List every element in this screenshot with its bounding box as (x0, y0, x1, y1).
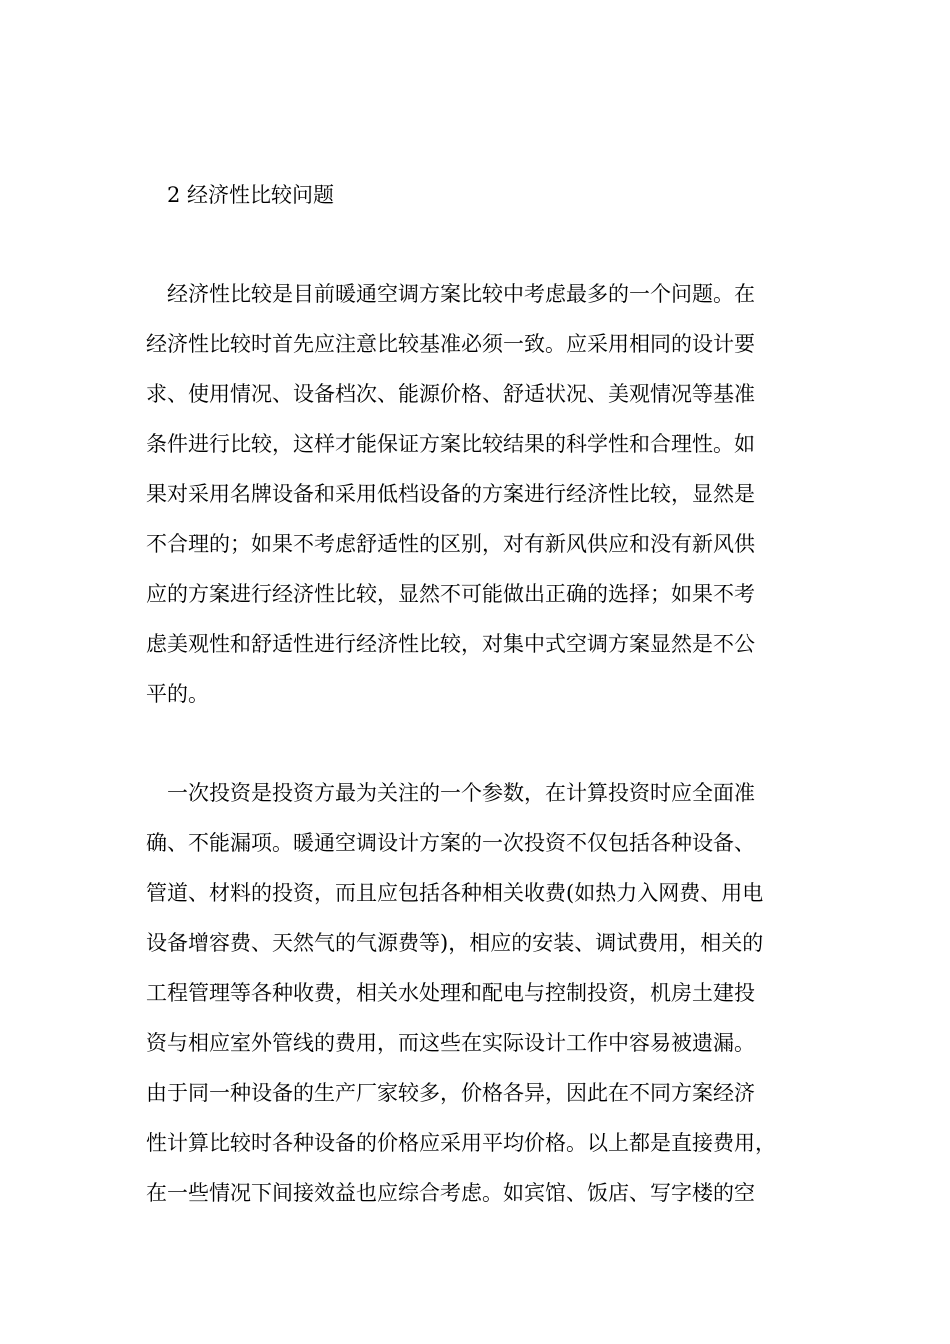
paragraph-line: 在一些情况下间接效益也应综合考虑。如宾馆、饭店、写字楼的空 (146, 1181, 755, 1205)
paragraph-line: 平的。 (146, 682, 209, 706)
paragraph-line: 经济性比较时首先应注意比较基准必须一致。应采用相同的设计要 (146, 332, 755, 356)
paragraph-economic-comparison (146, 269, 826, 719)
paragraph-line: 求、使用情况、设备档次、能源价格、舒适状况、美观情况等基准 (146, 382, 755, 406)
paragraph-line: 性计算比较时各种设备的价格应采用平均价格。以上都是直接费用， (146, 1131, 776, 1155)
paragraph-line: 工程管理等各种收费，相关水处理和配电与控制投资，机房土建投 (146, 981, 755, 1005)
paragraph-line: 一次投资是投资方最为关注的一个参数，在计算投资时应全面准 (167, 781, 755, 805)
paragraph-line: 资与相应室外管线的费用，而这些在实际设计工作中容易被遗漏。 (146, 1031, 755, 1055)
paragraph-line: 经济性比较是目前暖通空调方案比较中考虑最多的一个问题。在 (167, 282, 755, 306)
section-heading: 2 经济性比较问题 (167, 183, 335, 207)
paragraph-initial-investment (146, 768, 826, 1218)
paragraph-line: 管道、材料的投资，而且应包括各种相关收费(如热力入网费、用电 (146, 881, 764, 905)
paragraph-line: 条件进行比较，这样才能保证方案比较结果的科学性和合理性。如 (146, 432, 755, 456)
paragraph-line: 虑美观性和舒适性进行经济性比较，对集中式空调方案显然是不公 (146, 632, 755, 656)
paragraph-line: 不合理的；如果不考虑舒适性的区别，对有新风供应和没有新风供 (146, 532, 755, 556)
paragraph-line: 果对采用名牌设备和采用低档设备的方案进行经济性比较，显然是 (146, 482, 755, 506)
paragraph-line: 确、不能漏项。暖通空调设计方案的一次投资不仅包括各种设备、 (146, 831, 755, 855)
paragraph-line: 设备增容费、天然气的气源费等)，相应的安装、调试费用，相关的 (146, 931, 764, 955)
paragraph-line: 由于同一种设备的生产厂家较多，价格各异，因此在不同方案经济 (146, 1081, 755, 1105)
paragraph-line: 应的方案进行经济性比较，显然不可能做出正确的选择；如果不考 (146, 582, 755, 606)
